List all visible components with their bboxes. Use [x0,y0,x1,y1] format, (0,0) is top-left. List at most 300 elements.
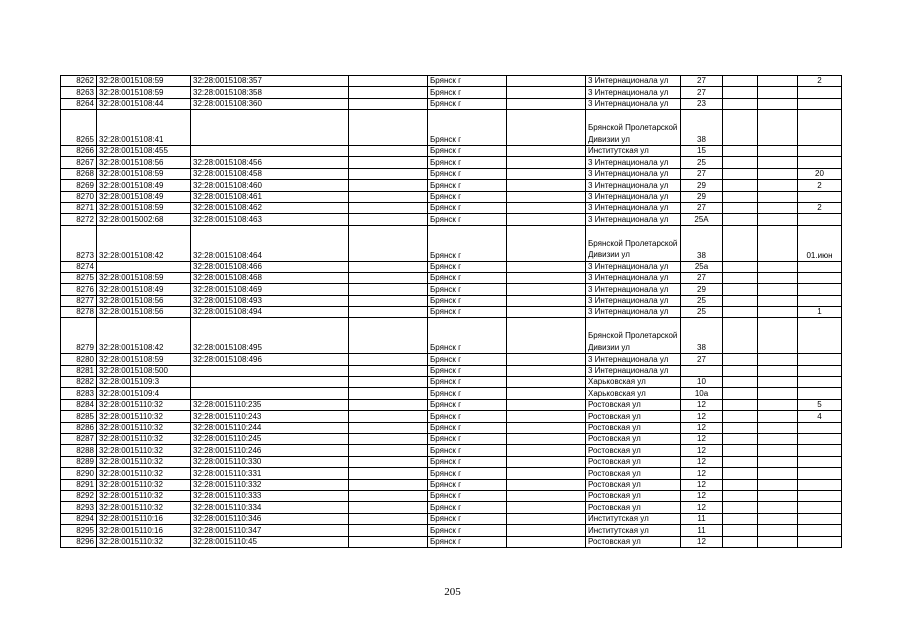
cell-city: Брянск г [428,87,507,98]
table-row [61,525,842,536]
cell-city: Брянск г [428,525,507,536]
cell-object-cadastral-number: 32:28:0015108:458 [191,168,349,179]
cell-row-number: 8278 [61,307,97,318]
cell-blank-col-9 [723,98,758,109]
cell-parcel-cadastral-number: 32:28:0015108:56 [97,157,191,168]
cell-object-cadastral-number [191,377,349,388]
cell-row-number: 8293 [61,502,97,513]
cell-city: Брянск г [428,295,507,306]
cell-apartment-number [798,110,842,146]
cell-row-number: 8269 [61,180,97,191]
cell-city: Брянск г [428,411,507,422]
cell-city: Брянск г [428,456,507,467]
table-row [61,272,842,283]
cell-blank-col-6 [507,490,586,501]
cell-street: 3 Интернационала ул [586,157,681,168]
table-row [61,422,842,433]
cell-apartment-number: 5 [798,399,842,410]
cell-street: 3 Интернационала ул [586,98,681,109]
table-row [61,354,842,365]
cell-parcel-cadastral-number: 32:28:0015110:32 [97,399,191,410]
cell-blank-col-4 [349,110,428,146]
cell-city: Брянск г [428,272,507,283]
cell-parcel-cadastral-number: 32:28:0015108:49 [97,284,191,295]
cell-blank-col-6 [507,76,586,87]
table-row [61,388,842,399]
cell-parcel-cadastral-number: 32:28:0015108:59 [97,272,191,283]
cell-blank-col-6 [507,445,586,456]
cell-parcel-cadastral-number: 32:28:0015108:59 [97,202,191,213]
cell-blank-col-6 [507,411,586,422]
cell-object-cadastral-number: 32:28:0015108:463 [191,214,349,225]
cell-street: Ростовская ул [586,502,681,513]
cell-blank-col-9 [723,214,758,225]
cell-apartment-number [798,214,842,225]
cell-blank-col-4 [349,180,428,191]
cell-parcel-cadastral-number: 32:28:0015108:59 [97,76,191,87]
cell-object-cadastral-number: 32:28:0015108:494 [191,307,349,318]
cell-apartment-number [798,191,842,202]
table-row [61,191,842,202]
cell-blank-col-9 [723,145,758,156]
cell-apartment-number [798,456,842,467]
cell-blank-col-10 [758,98,798,109]
cell-blank-col-4 [349,272,428,283]
cell-city: Брянск г [428,433,507,444]
cell-blank-col-6 [507,433,586,444]
cell-house-number: 29 [681,284,723,295]
cell-object-cadastral-number: 32:28:0015108:456 [191,157,349,168]
cell-blank-col-9 [723,307,758,318]
table-row [61,365,842,376]
cell-row-number: 8263 [61,87,97,98]
cell-parcel-cadastral-number: 32:28:0015110:16 [97,513,191,524]
cell-object-cadastral-number: 32:28:0015110:246 [191,445,349,456]
cell-row-number: 8279 [61,318,97,354]
cell-object-cadastral-number: 32:28:0015108:493 [191,295,349,306]
cell-object-cadastral-number: 32:28:0015108:460 [191,180,349,191]
cell-object-cadastral-number: 32:28:0015110:330 [191,456,349,467]
cell-blank-col-6 [507,87,586,98]
cell-row-number: 8294 [61,513,97,524]
cell-object-cadastral-number [191,365,349,376]
cell-parcel-cadastral-number: 32:28:0015108:59 [97,354,191,365]
cell-blank-col-10 [758,87,798,98]
cell-blank-col-9 [723,284,758,295]
cell-blank-col-10 [758,456,798,467]
cell-city: Брянск г [428,399,507,410]
registry-table [60,75,842,548]
cell-blank-col-9 [723,180,758,191]
cell-object-cadastral-number [191,145,349,156]
cell-blank-col-9 [723,87,758,98]
cell-house-number: 27 [681,354,723,365]
cell-blank-col-4 [349,202,428,213]
cell-row-number: 8290 [61,468,97,479]
cell-blank-col-6 [507,377,586,388]
cell-parcel-cadastral-number: 32:28:0015110:32 [97,536,191,547]
cell-object-cadastral-number: 32:28:0015110:244 [191,422,349,433]
cell-apartment-number [798,525,842,536]
cell-street: 3 Интернационала ул [586,307,681,318]
cell-row-number: 8270 [61,191,97,202]
cell-parcel-cadastral-number: 32:28:0015108:44 [97,98,191,109]
cell-city: Брянск г [428,445,507,456]
table-row [61,87,842,98]
cell-parcel-cadastral-number: 32:28:0015002:68 [97,214,191,225]
cell-row-number: 8283 [61,388,97,399]
cell-row-number: 8292 [61,490,97,501]
cell-house-number: 11 [681,525,723,536]
cell-house-number: 12 [681,536,723,547]
cell-house-number: 12 [681,502,723,513]
cell-house-number: 25а [681,261,723,272]
cell-blank-col-6 [507,479,586,490]
cell-blank-col-4 [349,284,428,295]
cell-blank-col-9 [723,456,758,467]
cell-blank-col-9 [723,365,758,376]
cell-street: 3 Интернационала ул [586,284,681,295]
cell-row-number: 8285 [61,411,97,422]
cell-street: Ростовская ул [586,399,681,410]
cell-parcel-cadastral-number [97,261,191,272]
registry-body [61,76,842,548]
cell-street: 3 Интернационала ул [586,272,681,283]
cell-house-number: 12 [681,468,723,479]
cell-blank-col-6 [507,98,586,109]
cell-parcel-cadastral-number: 32:28:0015108:42 [97,318,191,354]
cell-blank-col-9 [723,445,758,456]
cell-blank-col-10 [758,377,798,388]
cell-blank-col-10 [758,490,798,501]
cell-blank-col-4 [349,399,428,410]
cell-street: 3 Интернационала ул [586,295,681,306]
cell-house-number: 25 [681,307,723,318]
cell-object-cadastral-number: 32:28:0015110:332 [191,479,349,490]
cell-house-number: 27 [681,168,723,179]
cell-apartment-number [798,388,842,399]
cell-blank-col-6 [507,272,586,283]
cell-blank-col-6 [507,284,586,295]
cell-house-number: 12 [681,445,723,456]
cell-blank-col-6 [507,110,586,146]
table-row [61,490,842,501]
cell-apartment-number: 2 [798,202,842,213]
cell-city: Брянск г [428,479,507,490]
cell-blank-col-10 [758,168,798,179]
cell-blank-col-9 [723,399,758,410]
cell-object-cadastral-number: 32:28:0015110:347 [191,525,349,536]
cell-object-cadastral-number: 32:28:0015108:360 [191,98,349,109]
cell-blank-col-9 [723,411,758,422]
cell-blank-col-9 [723,377,758,388]
cell-city: Брянск г [428,157,507,168]
cell-object-cadastral-number: 32:28:0015108:464 [191,225,349,261]
cell-blank-col-10 [758,318,798,354]
cell-row-number: 8288 [61,445,97,456]
cell-blank-col-4 [349,502,428,513]
cell-blank-col-10 [758,422,798,433]
cell-street: 3 Интернационала ул [586,261,681,272]
table-row [61,513,842,524]
cell-row-number: 8282 [61,377,97,388]
cell-row-number: 8266 [61,145,97,156]
cell-city: Брянск г [428,502,507,513]
cell-blank-col-6 [507,502,586,513]
cell-city: Брянск г [428,388,507,399]
cell-row-number: 8281 [61,365,97,376]
cell-blank-col-9 [723,513,758,524]
cell-city: Брянск г [428,422,507,433]
cell-blank-col-9 [723,388,758,399]
cell-house-number: 29 [681,180,723,191]
cell-blank-col-6 [507,525,586,536]
cell-house-number: 12 [681,456,723,467]
cell-object-cadastral-number: 32:28:0015108:358 [191,87,349,98]
table-row [61,307,842,318]
cell-blank-col-4 [349,536,428,547]
cell-object-cadastral-number [191,388,349,399]
cell-house-number: 38 [681,110,723,146]
table-row [61,180,842,191]
cell-object-cadastral-number: 32:28:0015110:245 [191,433,349,444]
cell-apartment-number [798,502,842,513]
cell-street: 3 Интернационала ул [586,87,681,98]
cell-city: Брянск г [428,202,507,213]
cell-object-cadastral-number: 32:28:0015110:235 [191,399,349,410]
cell-blank-col-4 [349,445,428,456]
cell-house-number: 10а [681,388,723,399]
cell-blank-col-6 [507,456,586,467]
cell-apartment-number [798,295,842,306]
cell-row-number: 8280 [61,354,97,365]
table-row [61,261,842,272]
cell-city: Брянск г [428,468,507,479]
cell-blank-col-9 [723,202,758,213]
cell-blank-col-6 [507,145,586,156]
cell-blank-col-9 [723,502,758,513]
cell-object-cadastral-number: 32:28:0015110:243 [191,411,349,422]
cell-blank-col-6 [507,225,586,261]
cell-row-number: 8287 [61,433,97,444]
cell-apartment-number [798,513,842,524]
cell-apartment-number [798,87,842,98]
cell-object-cadastral-number: 32:28:0015108:461 [191,191,349,202]
cell-blank-col-6 [507,468,586,479]
cell-blank-col-10 [758,411,798,422]
cell-parcel-cadastral-number: 32:28:0015108:455 [97,145,191,156]
cell-blank-col-10 [758,145,798,156]
cell-apartment-number [798,365,842,376]
cell-row-number: 8273 [61,225,97,261]
cell-blank-col-6 [507,536,586,547]
cell-blank-col-4 [349,513,428,524]
cell-object-cadastral-number: 32:28:0015108:469 [191,284,349,295]
cell-blank-col-4 [349,191,428,202]
cell-city: Брянск г [428,110,507,146]
cell-street: Институтская ул [586,145,681,156]
cell-blank-col-6 [507,202,586,213]
cell-city: Брянск г [428,490,507,501]
cell-blank-col-9 [723,318,758,354]
cell-house-number: 12 [681,490,723,501]
cell-blank-col-6 [507,214,586,225]
cell-house-number: 29 [681,191,723,202]
cell-apartment-number: 1 [798,307,842,318]
cell-blank-col-10 [758,307,798,318]
cell-blank-col-6 [507,157,586,168]
cell-blank-col-4 [349,214,428,225]
cell-parcel-cadastral-number: 32:28:0015110:32 [97,479,191,490]
cell-row-number: 8277 [61,295,97,306]
cell-blank-col-9 [723,157,758,168]
cell-blank-col-4 [349,261,428,272]
cell-row-number: 8268 [61,168,97,179]
cell-parcel-cadastral-number: 32:28:0015110:32 [97,445,191,456]
table-row [61,168,842,179]
table-row [61,433,842,444]
cell-blank-col-6 [507,422,586,433]
cell-street: Харьковская ул [586,377,681,388]
cell-object-cadastral-number: 32:28:0015110:333 [191,490,349,501]
cell-city: Брянск г [428,377,507,388]
cell-house-number: 11 [681,513,723,524]
cell-street: Брянской Пролетарской Дивизии ул [586,225,681,261]
cell-street: 3 Интернационала ул [586,365,681,376]
cell-apartment-number [798,354,842,365]
cell-city: Брянск г [428,180,507,191]
cell-blank-col-10 [758,354,798,365]
cell-object-cadastral-number: 32:28:0015110:331 [191,468,349,479]
cell-apartment-number: 20 [798,168,842,179]
cell-city: Брянск г [428,513,507,524]
cell-blank-col-4 [349,354,428,365]
table-row [61,318,842,354]
cell-blank-col-6 [507,261,586,272]
cell-blank-col-10 [758,365,798,376]
cell-parcel-cadastral-number: 32:28:0015108:56 [97,307,191,318]
cell-street: 3 Интернационала ул [586,354,681,365]
cell-row-number: 8284 [61,399,97,410]
cell-blank-col-6 [507,307,586,318]
cell-apartment-number [798,98,842,109]
cell-house-number: 10 [681,377,723,388]
cell-city: Брянск г [428,261,507,272]
cell-blank-col-4 [349,479,428,490]
cell-street: 3 Интернационала ул [586,168,681,179]
cell-row-number: 8274 [61,261,97,272]
cell-street: Институтская ул [586,525,681,536]
cell-blank-col-4 [349,365,428,376]
cell-parcel-cadastral-number: 32:28:0015108:59 [97,168,191,179]
cell-blank-col-4 [349,87,428,98]
cell-blank-col-4 [349,307,428,318]
cell-house-number: 12 [681,433,723,444]
cell-apartment-number [798,145,842,156]
cell-parcel-cadastral-number: 32:28:0015110:32 [97,433,191,444]
cell-blank-col-4 [349,490,428,501]
cell-blank-col-10 [758,76,798,87]
cell-blank-col-9 [723,479,758,490]
cell-street: Харьковская ул [586,388,681,399]
cell-parcel-cadastral-number: 32:28:0015108:56 [97,295,191,306]
cell-parcel-cadastral-number: 32:28:0015110:32 [97,502,191,513]
cell-parcel-cadastral-number: 32:28:0015108:59 [97,87,191,98]
cell-street: Ростовская ул [586,422,681,433]
cell-blank-col-10 [758,295,798,306]
table-row [61,225,842,261]
table-row [61,98,842,109]
cell-row-number: 8265 [61,110,97,146]
cell-parcel-cadastral-number: 32:28:0015108:49 [97,191,191,202]
cell-object-cadastral-number: 32:28:0015108:462 [191,202,349,213]
cell-apartment-number [798,445,842,456]
cell-street: Ростовская ул [586,479,681,490]
cell-blank-col-9 [723,261,758,272]
cell-blank-col-10 [758,202,798,213]
table-row [61,214,842,225]
cell-blank-col-4 [349,225,428,261]
cell-city: Брянск г [428,284,507,295]
cell-blank-col-10 [758,399,798,410]
cell-house-number: 15 [681,145,723,156]
cell-blank-col-6 [507,191,586,202]
cell-apartment-number [798,422,842,433]
cell-apartment-number [798,272,842,283]
cell-blank-col-10 [758,157,798,168]
cell-blank-col-9 [723,525,758,536]
cell-blank-col-9 [723,295,758,306]
cell-blank-col-10 [758,502,798,513]
cell-blank-col-9 [723,168,758,179]
cell-blank-col-10 [758,225,798,261]
cell-blank-col-10 [758,388,798,399]
cell-apartment-number [798,157,842,168]
cell-blank-col-9 [723,225,758,261]
cell-house-number: 25 [681,295,723,306]
cell-apartment-number [798,284,842,295]
cell-blank-col-10 [758,468,798,479]
table-row [61,411,842,422]
cell-row-number: 8271 [61,202,97,213]
table-row [61,445,842,456]
cell-blank-col-10 [758,214,798,225]
cell-row-number: 8262 [61,76,97,87]
cell-apartment-number: 2 [798,180,842,191]
cell-apartment-number [798,468,842,479]
cell-row-number: 8296 [61,536,97,547]
cell-apartment-number [798,433,842,444]
cell-parcel-cadastral-number: 32:28:0015110:32 [97,456,191,467]
cell-house-number: 27 [681,87,723,98]
cell-house-number: 27 [681,272,723,283]
cell-apartment-number: 4 [798,411,842,422]
cell-blank-col-9 [723,536,758,547]
table-row [61,110,842,146]
cell-object-cadastral-number: 32:28:0015110:334 [191,502,349,513]
cell-blank-col-6 [507,354,586,365]
cell-blank-col-10 [758,513,798,524]
cell-parcel-cadastral-number: 32:28:0015110:32 [97,411,191,422]
cell-parcel-cadastral-number: 32:28:0015109:3 [97,377,191,388]
cell-blank-col-4 [349,98,428,109]
cell-parcel-cadastral-number: 32:28:0015110:32 [97,490,191,501]
cell-row-number: 8286 [61,422,97,433]
table-row [61,377,842,388]
cell-city: Брянск г [428,307,507,318]
cell-blank-col-9 [723,422,758,433]
cell-blank-col-6 [507,399,586,410]
